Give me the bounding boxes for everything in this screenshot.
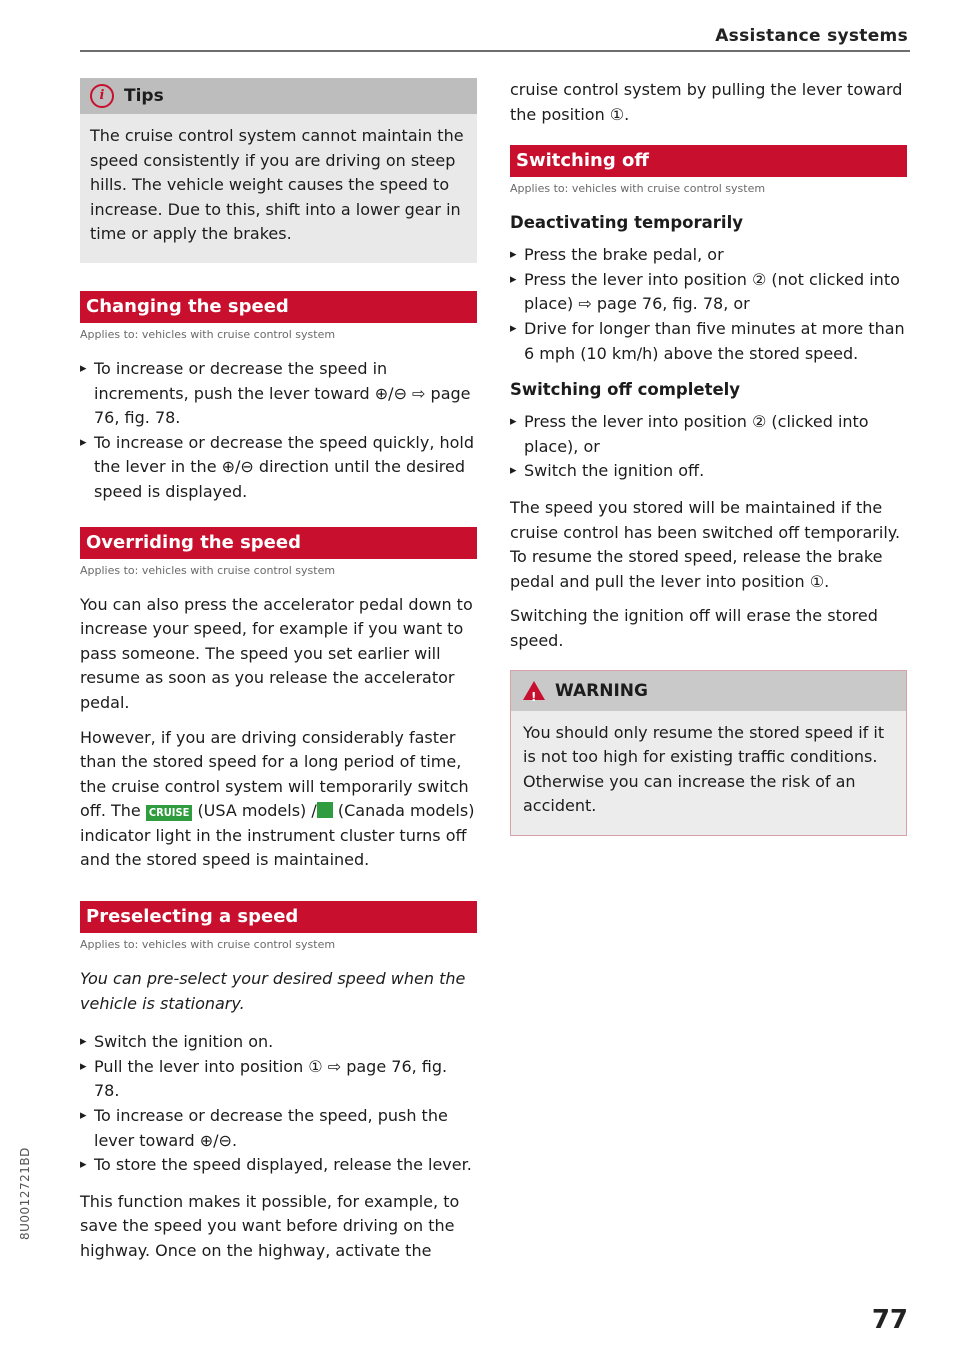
changing-steps	[80, 357, 477, 505]
list-item: ▸ To increase or decrease the speed, push the lever toward ⊕/⊖.	[80, 1104, 477, 1153]
right-column	[510, 78, 907, 836]
warning-body	[511, 711, 906, 835]
tips-text: The cruise control system cannot maintain the speed consistently if you are driving on steep hills. The vehicle weight causes the speed to increase. Due to this, shift into a lower gear in time or apply the brakes.	[90, 126, 464, 244]
subheading-temporarily: Deactivating temporarily	[510, 213, 743, 233]
tips-header	[80, 78, 477, 114]
running-header: Assistance systems	[715, 26, 908, 46]
section-title-switching-off: Switching off	[510, 145, 907, 177]
warning-text: You should only resume the stored speed if it is not too high for existing traffic conditions. Otherwise you can increase the risk of an accident.	[523, 722, 885, 816]
warning-triangle-icon	[523, 681, 545, 700]
tips-box	[80, 78, 477, 263]
info-icon: i	[90, 84, 114, 108]
overriding-paragraph: You can also press the accelerator pedal down to increase your speed, for example if you want to pass someone. The speed you set earlier will resume as soon as you release the accelerator pedal.	[80, 594, 473, 712]
preselect-steps	[80, 1030, 477, 1178]
text-run: (Canada models) indicator light in the instrument cluster turns off and the stored speed is maintained.	[80, 801, 475, 870]
temp-steps	[510, 243, 907, 366]
preselect-intro: You can pre-select your desired speed when the vehicle is stationary.	[80, 969, 466, 1013]
list-item: ▸ Drive for longer than five minutes at more than 6 mph (10 km/h) above the stored speed.	[510, 317, 907, 366]
applies-note: Applies to: vehicles with cruise control system	[80, 938, 336, 952]
section-title-overriding: Overriding the speed	[80, 527, 477, 559]
list-item: ▸ To store the speed displayed, release the lever.	[80, 1153, 477, 1178]
list-item: ▸ Switch the ignition on.	[80, 1030, 477, 1055]
section-title-changing: Changing the speed	[80, 291, 477, 323]
warning-box	[510, 670, 907, 836]
section-title-preselecting: Preselecting a speed	[80, 901, 477, 933]
list-item: ▸ Pull the lever into position ① ⇨ page 76, fig. 78.	[80, 1055, 477, 1104]
tips-label: Tips	[124, 86, 164, 106]
applies-note: Applies to: vehicles with cruise control system	[80, 563, 336, 577]
document-code: 8U0012721BD	[18, 1147, 32, 1240]
page-number: 77	[871, 1305, 908, 1335]
list-item: ▸ Press the lever into position ② (clicked into place), or	[510, 410, 907, 459]
full-steps	[510, 410, 907, 484]
applies-note: Applies to: vehicles with cruise control system	[510, 182, 766, 196]
subheading-completely: Switching off completely	[510, 380, 741, 400]
switching-paragraph-2: Switching the ignition off will erase the stored speed.	[510, 606, 878, 650]
warning-label: WARNING	[555, 680, 648, 701]
applies-note: Applies to: vehicles with cruise control system	[80, 327, 336, 341]
warning-header	[511, 671, 906, 711]
left-column	[80, 78, 477, 1274]
text-run: However, if you are driving considerably faster than the stored speed for a long period of time, the cruise control system will temporarily switch off. The	[80, 727, 469, 821]
list-item: ▸ To increase or decrease the speed quickly, hold the lever in the ⊕/⊖ direction until the desired speed is displayed.	[80, 431, 477, 505]
list-item: ▸ To increase or decrease the speed in increments, push the lever toward ⊕/⊖ ⇨ page 76, fig. 78.	[80, 357, 477, 431]
list-item: ▸ Press the lever into position ② (not clicked into place) ⇨ page 76, fig. 78, or	[510, 268, 907, 317]
switching-paragraph: The speed you stored will be maintained if the cruise control has been switched off temporarily. To resume the stored speed, release the brake pedal and pull the lever into position ①.	[510, 497, 901, 591]
preselect-outro: This function makes it possible, for example, to save the speed you want before driving on the highway. Once on the highway, activate the	[80, 1191, 460, 1260]
text-run: (USA models) /	[197, 801, 317, 821]
list-item: ▸ Press the brake pedal, or	[510, 243, 907, 268]
continued-paragraph: cruise control system by pulling the lever toward the position ①.	[510, 80, 903, 124]
list-item: ▸ Switch the ignition off.	[510, 459, 907, 484]
cruise-indicator-icon: CRUISE	[146, 805, 193, 821]
header-rule	[80, 50, 910, 52]
overriding-paragraph-2	[80, 726, 477, 874]
canada-cruise-indicator-icon	[317, 802, 333, 818]
